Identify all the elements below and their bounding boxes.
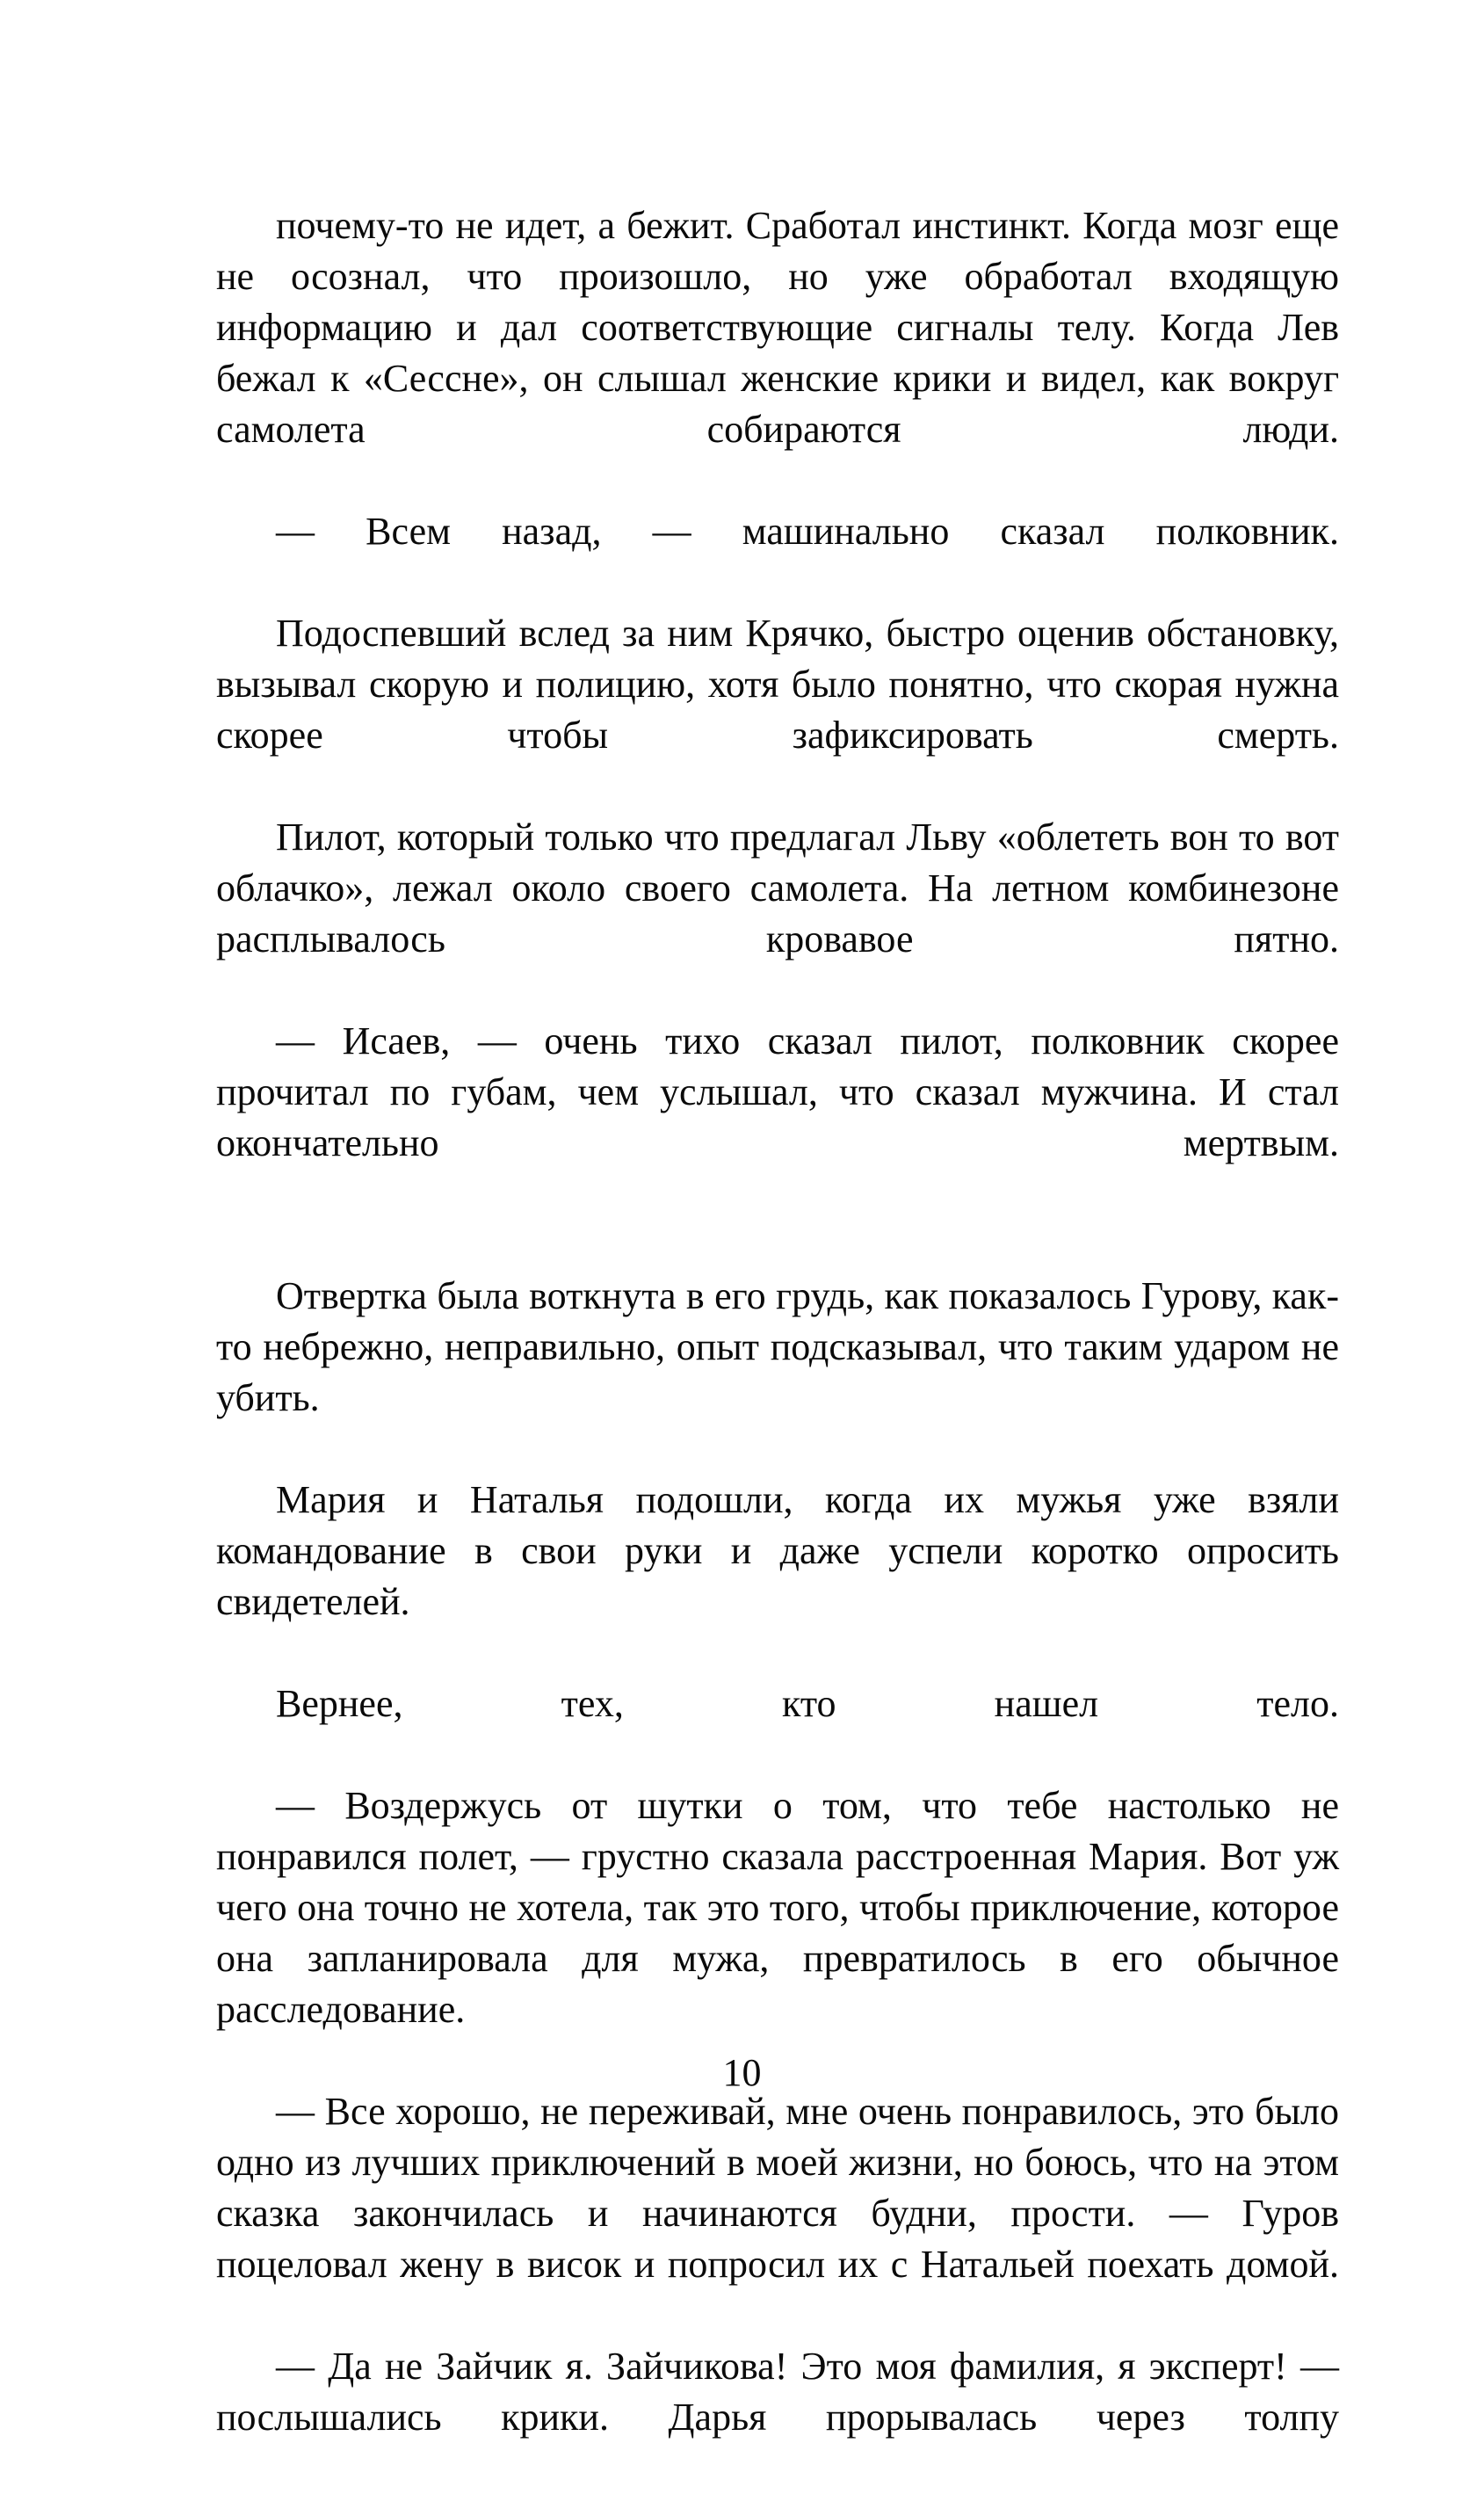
paragraph: — Да не Зайчик я. Зайчикова! Это моя фамилия, я эксперт! — послышались крики. Дарья прорывалась через толпу [216, 2345, 1339, 2439]
paragraph: — Все хорошо, не переживай, мне очень понравилось, это было одно из лучших приключений в моей жизни, но боюсь, что на этом сказка закончилась и начинаются будни, прости. — Гуров поцеловал жену в висок и попросил их с Натальей поехать домой. [216, 2090, 1339, 2286]
paragraph: Пилот, который только что предлагал Льву «облететь вон то вот облачко», лежал около своего самолета. На летном комбинезоне расплывалось кровавое пятно. [216, 816, 1339, 961]
paragraph: Отвертка была воткнута в его грудь, как показалось Гурову, как-то небрежно, неправильно, опыт подсказывал, что таким ударом не убить. [216, 1274, 1339, 1419]
paragraph: Мария и Наталья подошли, когда их мужья уже взяли командование в свои руки и даже успели коротко опросить свидетелей. [216, 1478, 1339, 1623]
paragraph: почему-то не идет, а бежит. Сработал инстинкт. Когда мозг еще не осознал, что произошло, но уже обработал входящую информацию и дал соответствующие сигналы телу. Когда Лев бежал к «Сессне», он слышал женские крики и видел, как вокруг самолета собираются люди. [216, 204, 1339, 451]
paragraph: — Всем назад, — машинально сказал полковник. [276, 510, 1339, 553]
page-number: 10 [722, 2051, 762, 2094]
page-text-block [216, 200, 1339, 2494]
paragraph: Подоспевший вслед за ним Крячко, быстро оценив обстановку, вызывал скорую и полицию, хотя было понятно, что скорая нужна скорее чтобы зафиксировать смерть. [216, 612, 1339, 757]
paragraph: Вернее, тех, кто нашел тело. [276, 1682, 1339, 1725]
paragraph: — Воздержусь от шутки о том, что тебе настолько не понравился полет, — грустно сказала расстроенная Мария. Вот уж чего она точно не хотела, так это того, чтобы приключение, которое она запланировала для мужа, превратилось в его обычное расследование. [216, 1784, 1339, 2031]
paragraph: — Исаев, — очень тихо сказал пилот, полковник скорее прочитал по губам, чем услышал, что сказал мужчина. И стал окончательно мертвым. [216, 1019, 1339, 1164]
